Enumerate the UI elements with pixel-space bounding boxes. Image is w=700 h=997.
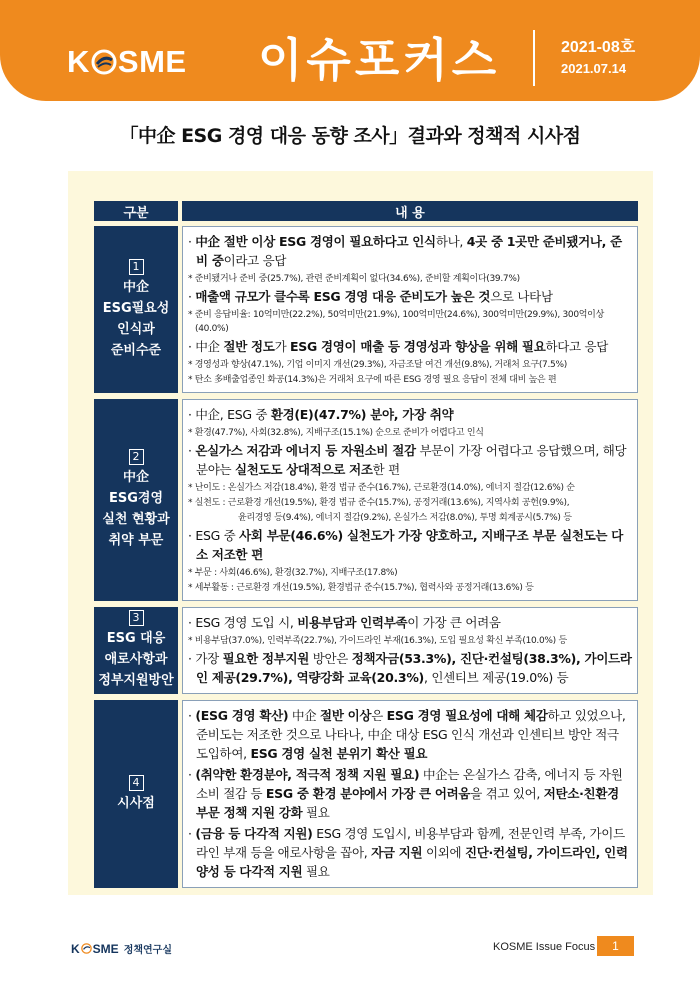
row-category [94, 700, 178, 888]
bullet-item: · (취약한 환경분야, 적극적 정책 지원 필요) 中企는 온실가스 감축, 에너지 등 자원소비 절감 등 ESG 중 환경 분야에서 가장 큰 어려움을 겪고 있어, 저탄소·친환경 부문 정책 지원 강화 필요 [188, 767, 623, 820]
logo-swirl-icon [91, 49, 117, 75]
category-line: ESG경영 [108, 491, 164, 506]
table-row [94, 399, 638, 601]
footnote: * 난이도 : 온실가스 저감(18.4%), 환경 법규 준수(16.7%), 근로환경(14.0%), 에너지 절감(12.6%) 순 [188, 483, 575, 493]
header-banner [0, 0, 700, 101]
category-line: 정부지원방안 [98, 673, 174, 688]
bullet-item: · 온실가스 저감과 에너지 등 자원소비 절감 부문이 가장 어렵다고 응답했으며, 해당분야는 실천도도 상대적으로 저조한 편 [188, 443, 627, 477]
footer-logo-sme: SME [92, 941, 119, 956]
issue-focus-title: 이슈포커스 [258, 33, 501, 87]
footer-swirl-icon [81, 943, 92, 954]
bullet-item: · 中企, ESG 중 환경(E)(47.7%) 분야, 가장 취약 [188, 407, 454, 422]
document-title: 「中企 ESG 경영 대응 동향 조사」결과와 정책적 시사점 [119, 125, 581, 147]
footnote: * 경영성과 향상(47.1%), 기업 이미지 개선(29.3%), 자금조달 여건 개선(9.8%), 거래처 요구(7.5%) [188, 360, 567, 370]
bullet-item: · 가장 필요한 정부지원 방안은 정책자금(53.3%), 진단·컨설팅(38.3%), 가이드라인 제공(29.7%), 역량강화 교육(20.3%), 인센티브 제공(19.0%) 등 [188, 651, 632, 685]
bullet-item: · ESG 경영 도입 시, 비용부담과 인력부족이 가장 큰 어려움 [188, 615, 501, 630]
issue-number: 2021-08호 [561, 39, 636, 56]
category-line: 취약 부문 [108, 533, 164, 548]
table-row [94, 700, 638, 888]
row-category [94, 399, 178, 601]
footnote: 윤리경영 등(9.4%), 에너지 절감(9.2%), 온실가스 저감(8.0%), 투명 회계공시(5.7%) 등 [238, 513, 572, 523]
row-content [182, 399, 638, 601]
footnote: * 부문 : 사회(46.6%), 환경(32.7%), 지배구조(17.8%) [188, 568, 398, 578]
category-line: 시사점 [117, 795, 155, 811]
category-line: ESG필요성 [102, 300, 170, 316]
bullet-item: · ESG 중 사회 부문(46.6%) 실천도가 가장 양호하고, 지배구조 부문 실천도는 다소 저조한 편 [188, 528, 624, 562]
table-row [94, 607, 638, 694]
row-category [94, 226, 178, 393]
bullet-item: · 매출액 규모가 클수록 ESG 경영 대응 준비도가 높은 것으로 나타남 [188, 289, 553, 304]
issue-date: 2021.07.14 [561, 61, 627, 76]
header-divider [533, 30, 535, 86]
kosme-logo [67, 44, 187, 80]
category-line: ESG 대응 [106, 631, 166, 646]
header-content: 내 용 [182, 201, 638, 221]
summary-table [94, 201, 638, 894]
row-content [182, 226, 638, 393]
footnote: * 준비됐거나 준비 중(25.7%), 관련 준비계획이 없다(34.6%), 준비할 계획이다(39.7%) [188, 274, 520, 284]
table-row [94, 226, 638, 393]
category-line: 준비수준 [110, 342, 162, 358]
table-header-row [94, 201, 638, 221]
row-number: 3 [129, 610, 144, 626]
footnote: * 실천도 : 근로환경 개선(19.5%), 환경 법규 준수(15.7%), 공정거래(13.6%), 지역사회 공헌(9.9%), [188, 498, 570, 508]
logo-k: K [67, 44, 90, 79]
bullet-item: · (금융 등 다각적 지원) ESG 경영 도입시, 비용부담과 함께, 전문인력 부족, 가이드라인 부재 등을 애로사항을 꼽아, 자금 지원 이외에 진단·컨설팅, 가이드라인, 인력양성 등 다각적 지원 필요 [188, 826, 628, 879]
header-category: 구분 [94, 201, 178, 221]
footer-logo [71, 941, 172, 956]
row-number: 1 [129, 259, 144, 275]
row-number: 4 [129, 775, 144, 791]
footnote: * 준비 응답비율: 10억미만(22.2%), 50억미만(21.9%), 100억미만(24.6%), 300억미만(29.9%), 300억이상(40.0%) [188, 310, 604, 334]
bullet-item: · 中企 절반 정도가 ESG 경영이 매출 등 경영성과 향상을 위해 필요하다고 응답 [188, 339, 609, 354]
page-number: 1 [597, 936, 634, 956]
footnote: * 환경(47.7%), 사회(32.8%), 지배구조(15.1%) 순으로 준비가 어렵다고 인식 [188, 428, 484, 438]
row-content [182, 700, 638, 888]
footnote: * 탄소 多배출업종인 화공(14.3%)은 거래처 요구에 따른 ESG 경영 필요 응답이 전체 대비 높은 편 [188, 375, 557, 385]
footnote: * 비용부담(37.0%), 인력부족(22.7%), 가이드라인 부재(16.3%), 도입 필요성 확신 부족(10.0%) 등 [188, 636, 567, 646]
row-number: 2 [129, 449, 144, 465]
category-line: 애로사항과 [104, 652, 168, 667]
footer-publication: KOSME Issue Focus [493, 941, 596, 953]
category-line: 中企 [122, 470, 149, 485]
footnote: * 세부활동 : 근로환경 개선(19.5%), 환경법규 준수(15.7%), 협력사와 공정거래(13.6%) 등 [188, 583, 534, 593]
row-category [94, 607, 178, 694]
logo-sme: SME [117, 44, 187, 79]
category-line: 인식과 [117, 321, 155, 337]
category-line: 中企 [122, 279, 149, 295]
bullet-item: · 中企 절반 이상 ESG 경영이 필요하다고 인식하나, 4곳 중 1곳만 준비됐거나, 준비 중이라고 응답 [188, 234, 622, 268]
category-line: 실천 현황과 [102, 512, 170, 527]
row-content [182, 607, 638, 694]
bullet-item: · (ESG 경영 확산) 中企 절반 이상은 ESG 경영 필요성에 대해 체감하고 있었으나, 준비도는 저조한 것으로 나타나, 中企 대상 ESG 인식 개선과 인센티브 방안 적극 도입하여, ESG 경영 실천 분위기 확산 필요 [188, 708, 626, 761]
footer-lab-name: 정책연구실 [123, 945, 172, 956]
footer-logo-k: K [71, 941, 80, 956]
